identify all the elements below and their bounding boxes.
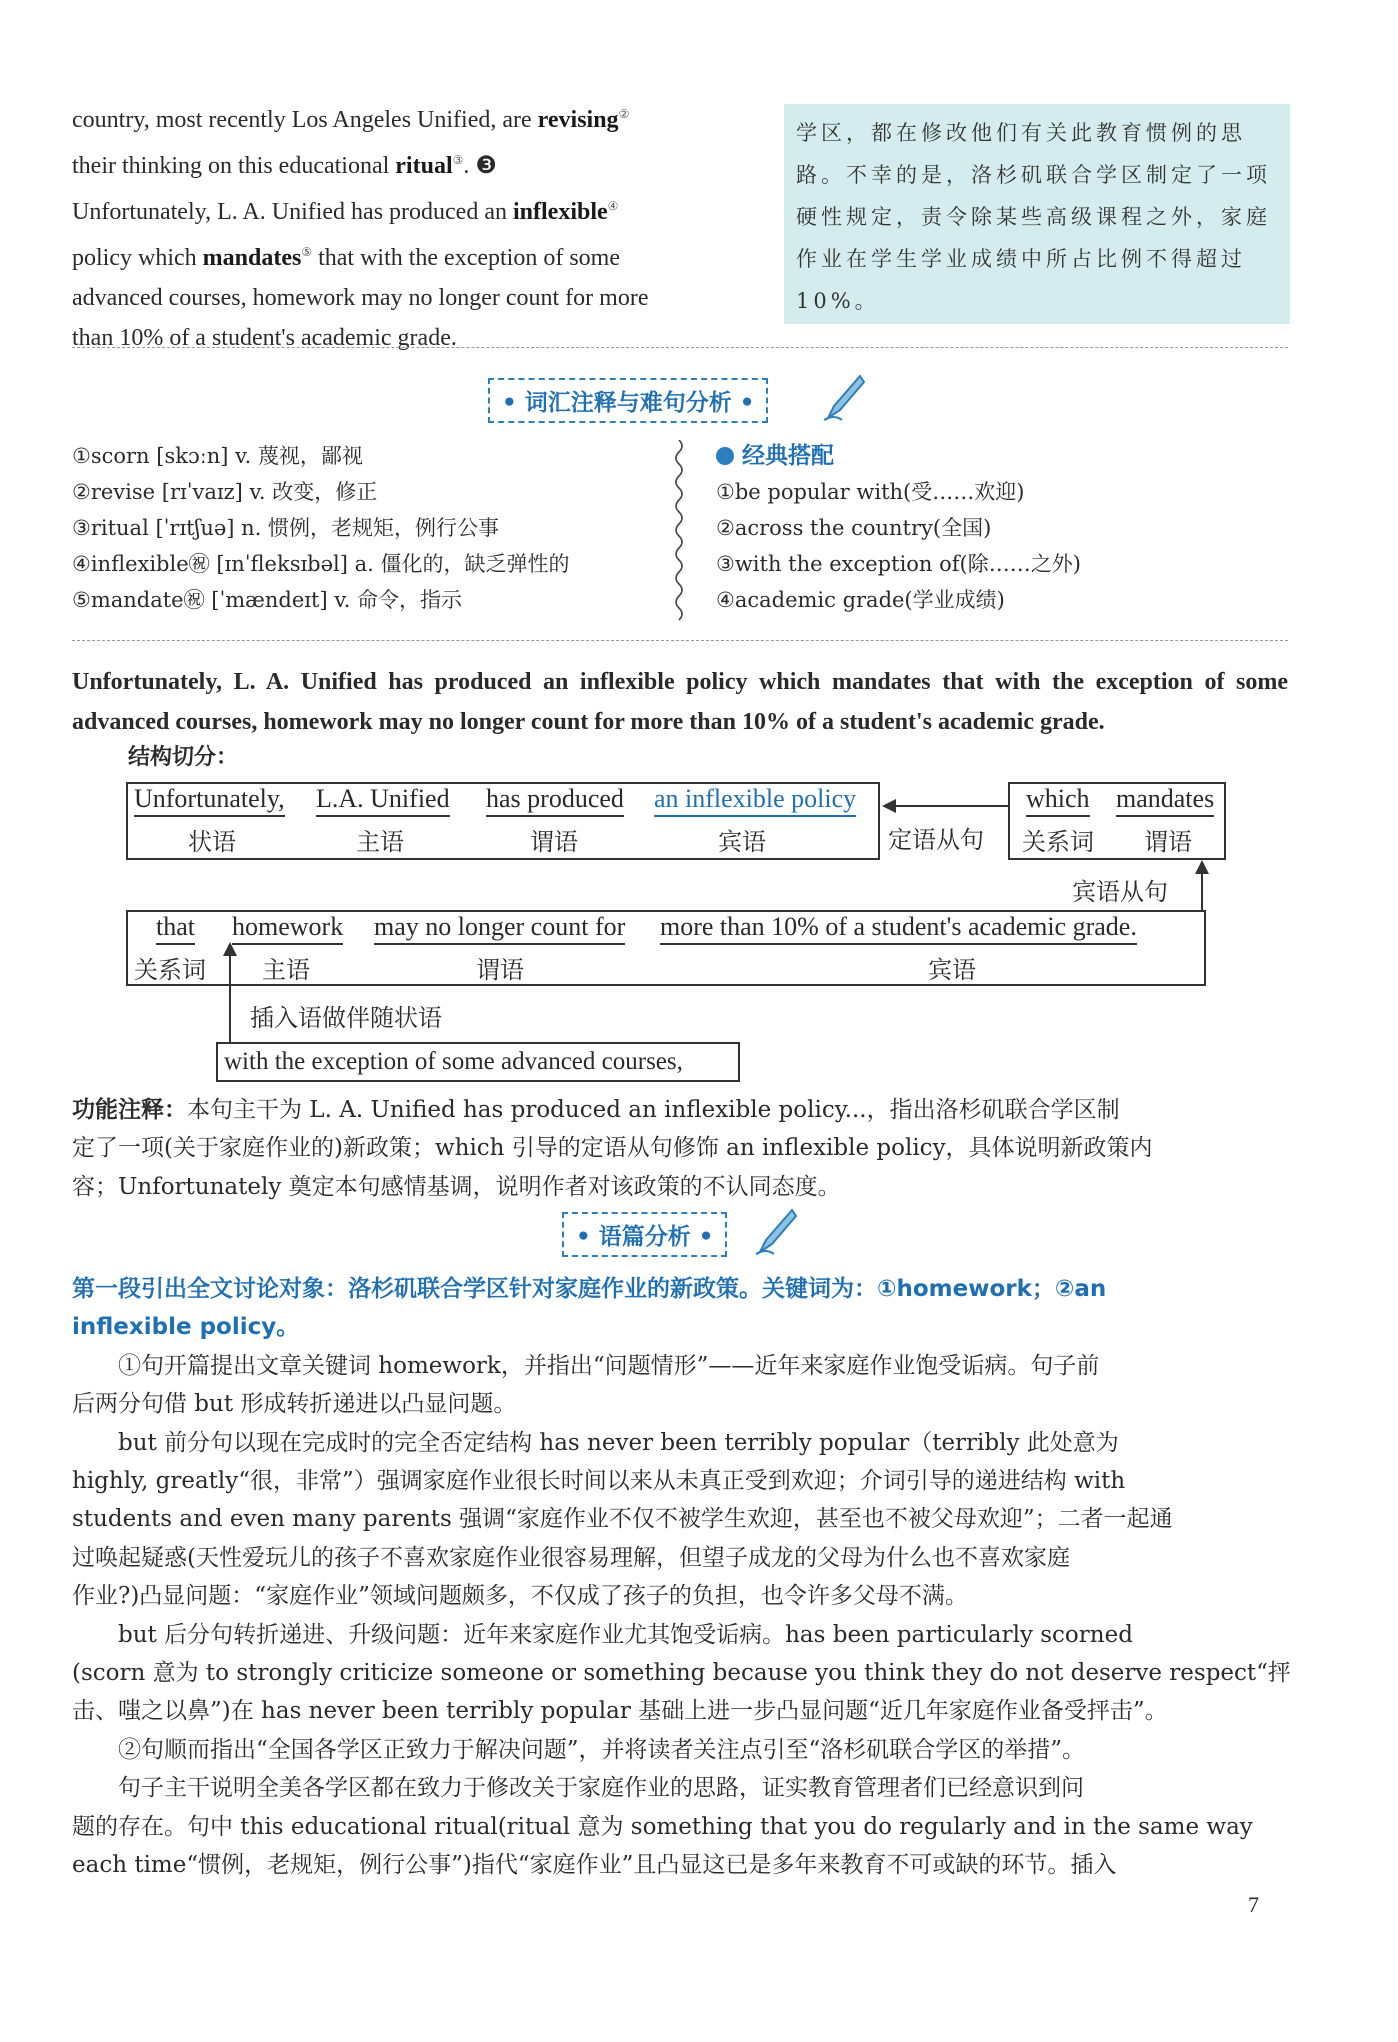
role-relative-2: 关系词 (134, 956, 206, 984)
page-number: 7 (1248, 1892, 1259, 1917)
paragraph-line: students and even many parents 强调“家庭作业不仅不被学生欢迎，甚至也不被父母欢迎”；二者一起通 (72, 1506, 1173, 1533)
paragraph-line: 击、嗤之以鼻”)在 has never been terribly popular 基础上进一步凸显问题“近几年家庭作业备受抨击”。 (72, 1698, 1168, 1725)
arrow-up-icon (1190, 858, 1214, 910)
passage-text: policy which (72, 245, 203, 271)
paragraph-line: ②句顺而指出“全国各学区正致力于解决问题”，并将读者关注点引至“洛杉矶联合学区的举措”。 (118, 1736, 1086, 1763)
vocab-item: ④inflexible㊗ [ɪnˈfleksɪbəl] a. 僵化的，缺乏弹性的 (72, 552, 570, 576)
word-which: which (1026, 784, 1090, 817)
collocation-item: ④academic grade(学业成绩) (716, 588, 1005, 612)
vocab-word: mandates (202, 245, 302, 271)
word-subject: L.A. Unified (316, 784, 450, 817)
vocab-item: ①scorn [skɔːn] v. 蔑视，鄙视 (72, 444, 363, 468)
word-object: an inflexible policy (654, 784, 856, 817)
passage-translation: 学区，都在修改他们有关此教育惯例的思路。不幸的是，洛杉矶联合学区制定了一项硬性规定，责令除某些高级课程之外，家庭作业在学生学业成绩中所占比例不得超过10%。 (784, 104, 1290, 324)
divider (72, 347, 1288, 348)
passage-text: ⑤ (301, 245, 313, 259)
vocab-word: inflexible (513, 199, 608, 225)
arrow-left-icon (880, 794, 1010, 818)
paragraph-line: highly, greatly“很，非常”）强调家庭作业很长时间以来从未真正受到欢迎；介词引导的递进结构 with (72, 1468, 1126, 1495)
word-object-2: more than 10% of a student's academic grade. (660, 912, 1137, 945)
word-homework: homework (232, 912, 343, 945)
passage-text: country, most recently Los Angeles Unified, are (72, 107, 538, 133)
role-subject-2: 主语 (262, 956, 310, 984)
word-verb-2: may no longer count for (374, 912, 625, 945)
paragraph-line: each time“惯例，老规矩，例行公事”)指代“家庭作业”且凸显这已是多年来教育不可或缺的环节。插入 (72, 1852, 1117, 1879)
paragraph-line: but 前分句以现在完成时的完全否定结构 has never been terribly popular（terribly 此处意为 (118, 1429, 1119, 1456)
paragraph-line: (scorn 意为 to strongly criticize someone or something because you think they do not deserve respect“抨 (72, 1660, 1291, 1687)
insert-phrase-box: with the exception of some advanced courses, (216, 1042, 740, 1082)
passage-text: that with the exception of some (312, 245, 620, 271)
function-note (72, 1091, 1288, 1206)
obj-clause-label: 宾语从句 (1072, 878, 1168, 906)
function-note-label: 功能注释： (72, 1097, 187, 1123)
word-unfortunately: Unfortunately, (134, 784, 285, 817)
role-object-2: 宾语 (928, 956, 976, 984)
key-point-line: 第一段引出全文讨论对象：洛杉矶联合学区针对家庭作业的新政策。关键词为：①homework；②an (72, 1276, 1107, 1302)
passage-line (72, 318, 762, 358)
passage-english (72, 94, 762, 358)
pen-icon (820, 372, 866, 424)
passage-text: their thinking on this educational (72, 153, 396, 179)
role-verb-3: 谓语 (476, 956, 524, 984)
passage-line (72, 278, 762, 318)
divider (72, 640, 1288, 641)
divider-squiggle (672, 440, 686, 622)
arrow-up-icon (218, 940, 242, 1044)
role-verb-2: 谓语 (1144, 828, 1192, 856)
passage-text: ② (618, 107, 630, 121)
role-subject: 主语 (356, 828, 404, 856)
collocation-item: ③with the exception of(除……之外) (716, 552, 1081, 576)
word-mandates: mandates (1116, 784, 1214, 817)
vocab-word: revising (537, 107, 619, 133)
collocation-item: ①be popular with(受……欢迎) (716, 480, 1025, 504)
passage-line (72, 232, 762, 278)
role-relative: 关系词 (1022, 828, 1094, 856)
role-adverbial: 状语 (188, 828, 236, 856)
passage-text: advanced courses, homework may no longer count for more (72, 285, 649, 311)
paragraph-line: 过唤起疑惑(天性爱玩儿的孩子不喜欢家庭作业很容易理解，但望子成龙的父母为什么也不喜欢家庭 (72, 1544, 1070, 1571)
vocab-item: ③ritual [ˈrɪtʃuə] n. 惯例，老规矩，例行公事 (72, 516, 500, 540)
function-note-line: 本句主干为 L. A. Unified has produced an inflexible policy...，指出洛杉矶联合学区制 (187, 1097, 1120, 1123)
vocab-item: ⑤mandate㊗ [ˈmændeɪt] v. 命令，指示 (72, 588, 463, 612)
word-that: that (156, 912, 195, 945)
insert-label: 插入语做伴随状语 (250, 1004, 442, 1032)
collocation-title: 经典搭配 (742, 443, 834, 469)
passage-line (72, 140, 762, 186)
function-note-line: 定了一项(关于家庭作业的)新政策；which 引导的定语从句修饰 an inflexible policy，具体说明新政策内 (72, 1135, 1153, 1162)
vocab-item: ②revise [rɪˈvaɪz] v. 改变，修正 (72, 480, 378, 504)
passage-text: ④ (607, 199, 619, 213)
structure-label: 结构切分： (128, 745, 239, 770)
paragraph-line: 后两分句借 but 形成转折递进以凸显问题。 (72, 1391, 517, 1418)
passage-text: Unfortunately, L. A. Unified has produced an (72, 199, 513, 225)
vocab-section-title: • 词汇注释与难句分析 • (488, 378, 768, 423)
collocation-list (716, 438, 1081, 618)
analysis-sentence: Unfortunately, L. A. Unified has produced an inflexible policy which mandates that with the exception of some advanced courses, homework may no longer count for more than 10% of a student's academic grade. (72, 669, 1288, 735)
function-note-line: 容；Unfortunately 奠定本句感情基调，说明作者对该政策的不认同态度。 (72, 1173, 841, 1200)
paragraph-line: 作业?)凸显问题：“家庭作业”领域问题颇多，不仅成了孩子的负担，也令许多父母不满。 (72, 1583, 968, 1610)
passage-text: . ❸ (463, 153, 497, 179)
collocation-item: ②across the country(全国) (716, 516, 992, 540)
vocab-word: ritual (395, 153, 453, 179)
key-point-line: inflexible policy。 (72, 1314, 300, 1341)
discourse-analysis (72, 1270, 1291, 1885)
vocab-list (72, 438, 570, 618)
attr-clause-label: 定语从句 (888, 826, 984, 854)
paragraph-line: 句子主干说明全美各学区都在致力于修改关于家庭作业的思路，证实教育管理者们已经意识到问 (118, 1775, 1084, 1802)
paragraph-line: 题的存在。句中 this educational ritual(ritual 意为 something that you do regularly and in the same way (72, 1813, 1253, 1840)
paragraph-line: but 后分句转折递进、升级问题：近年来家庭作业尤其饱受诟病。has been particularly scorned (118, 1621, 1133, 1648)
passage-line (72, 94, 762, 140)
bullet-icon (716, 447, 734, 465)
paragraph-line: ①句开篇提出文章关键词 homework，并指出“问题情形”——近年来家庭作业饱受诟病。句子前 (118, 1352, 1100, 1379)
passage-text: than 10% of a student's academic grade. (72, 325, 457, 351)
discourse-section-title: • 语篇分析 • (562, 1212, 727, 1257)
role-object: 宾语 (718, 828, 766, 856)
passage-text: ③ (452, 153, 464, 167)
pen-icon (752, 1206, 798, 1258)
passage-line (72, 186, 762, 232)
role-verb: 谓语 (530, 828, 578, 856)
word-verb: has produced (486, 784, 624, 817)
